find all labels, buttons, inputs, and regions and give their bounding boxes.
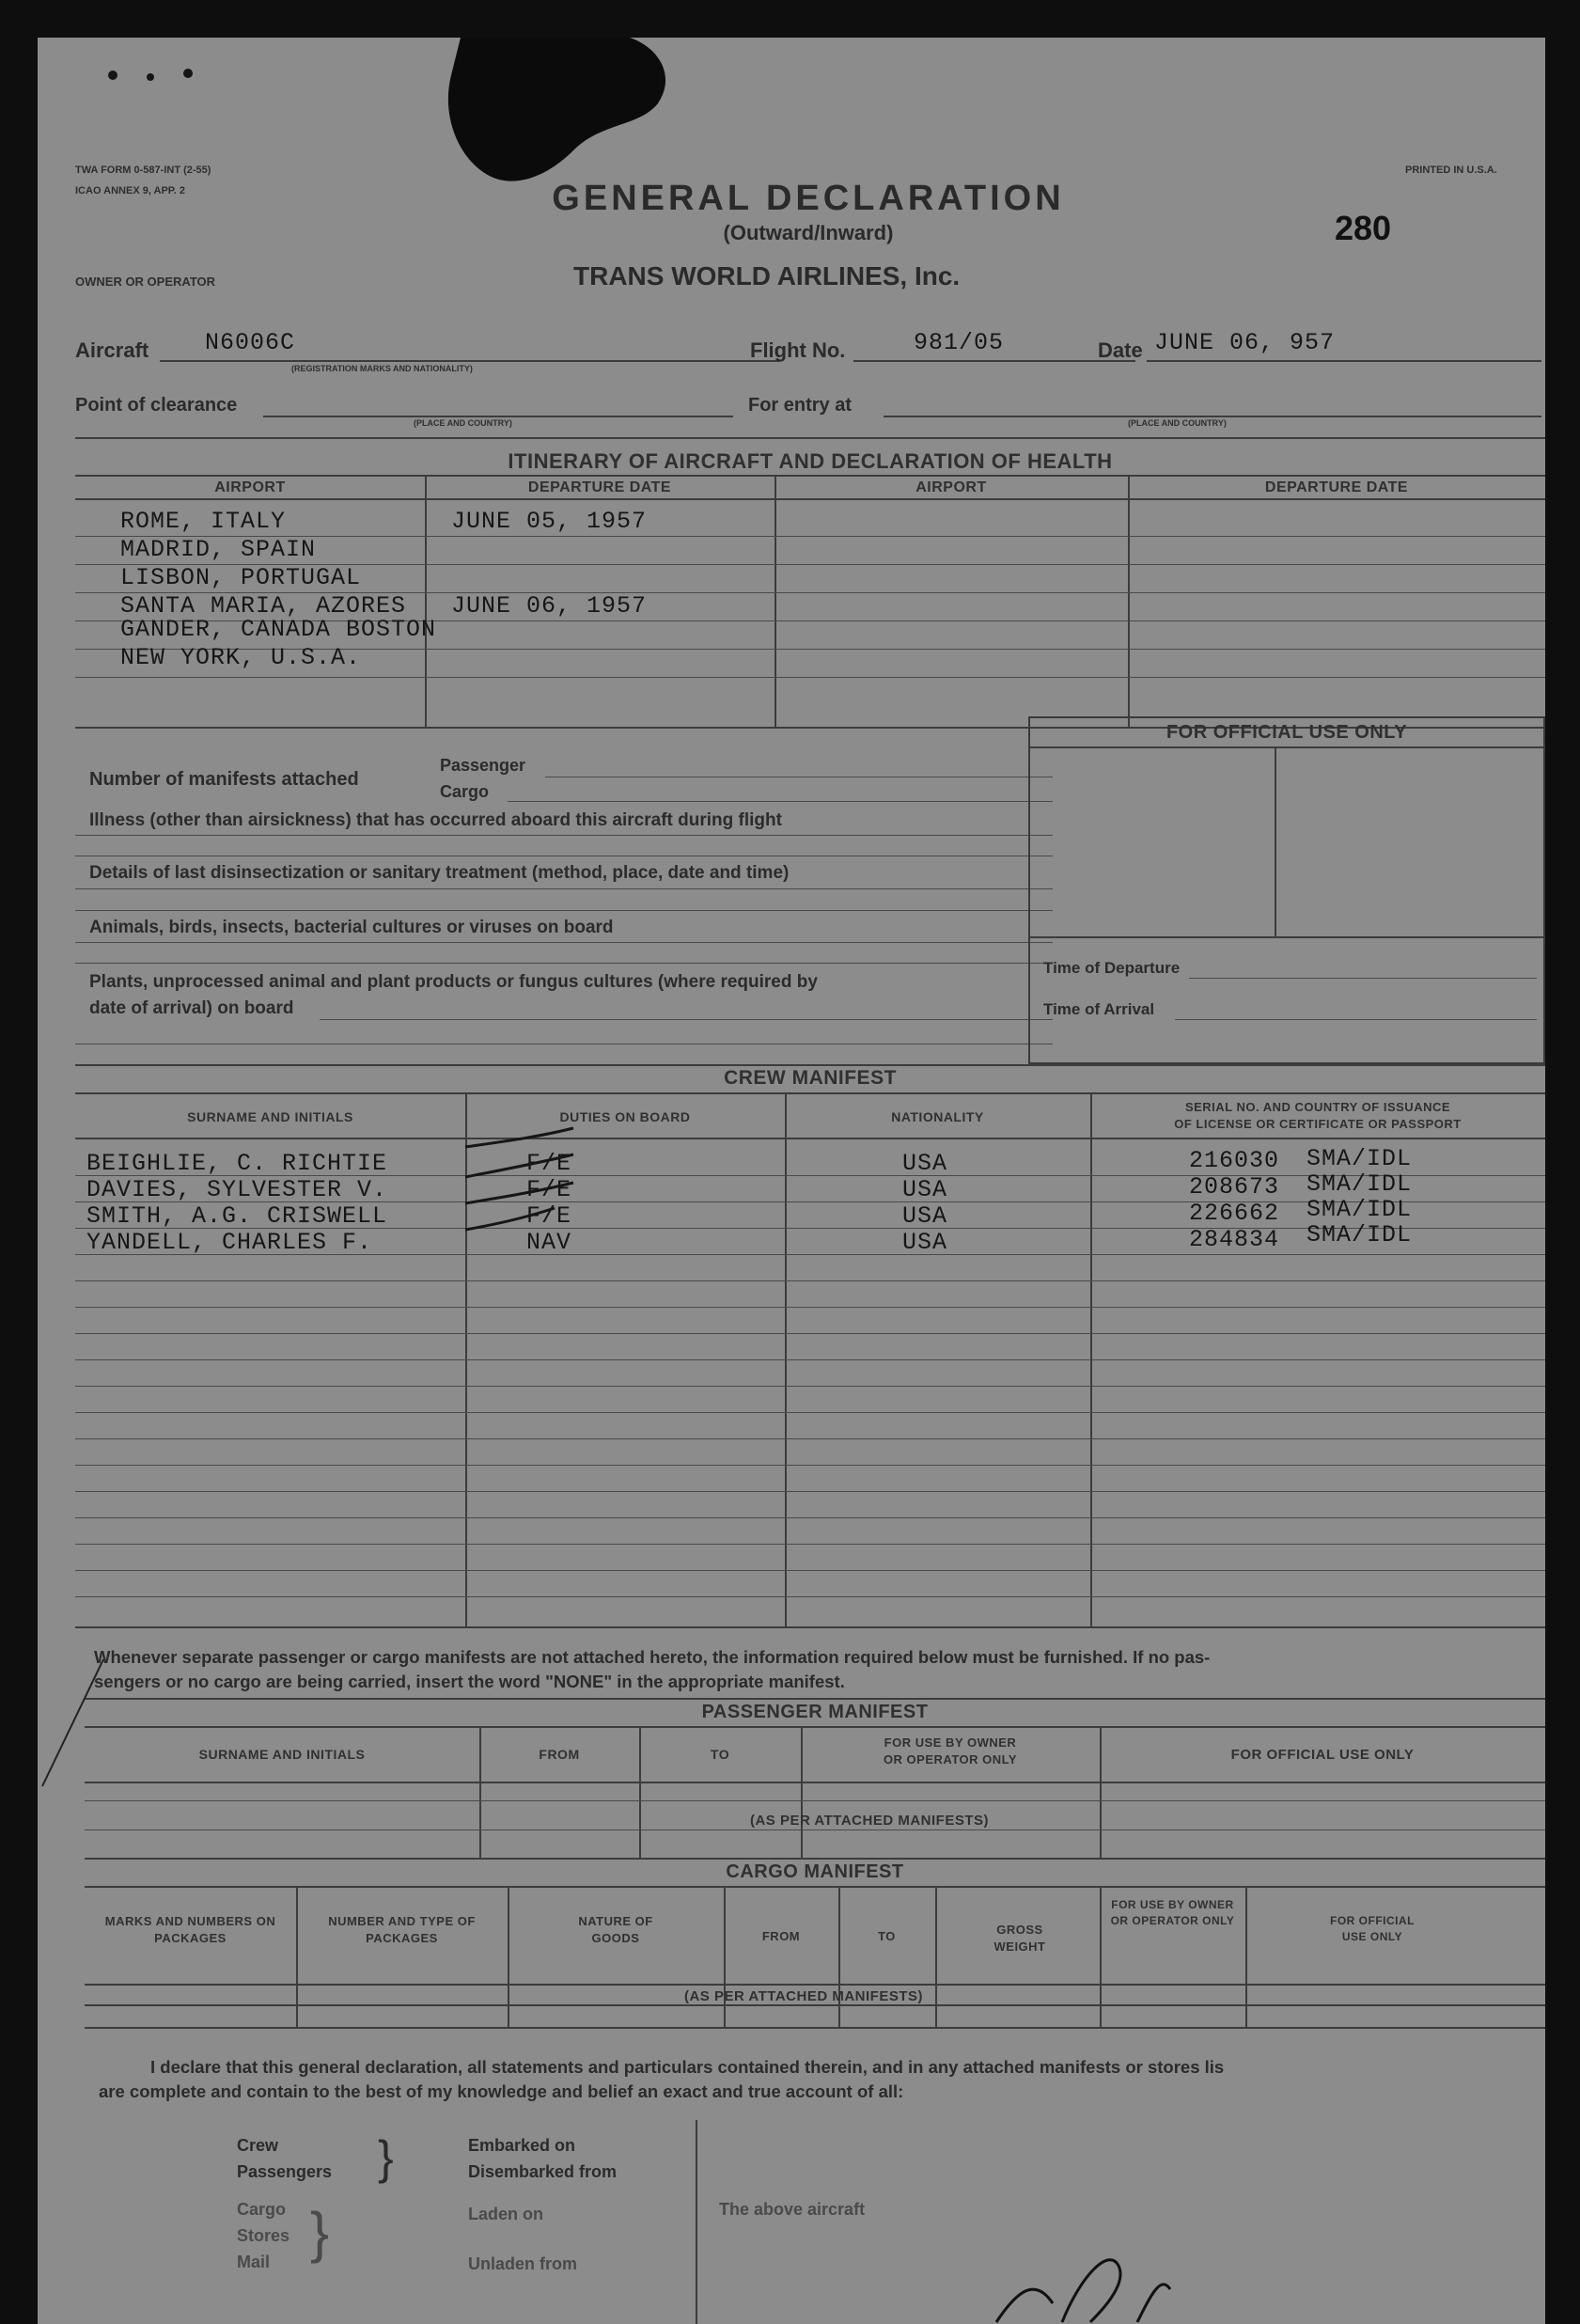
crew-row-4-nationality: USA — [902, 1229, 948, 1256]
document-page — [38, 38, 1545, 2324]
page-title: GENERAL DECLARATION — [552, 179, 1065, 218]
mail-decl-label: Mail — [237, 2253, 271, 2271]
embarked-label: Embarked on — [468, 2136, 576, 2155]
crew-row-3-nationality: USA — [902, 1202, 948, 1230]
clearance-label: Point of clearance — [75, 395, 238, 416]
manifests-passenger-label: Passenger — [440, 756, 526, 775]
crew-manifest-title: CREW MANIFEST — [724, 1067, 897, 1089]
crew-row-2-serial: 208673 — [1189, 1173, 1280, 1201]
page-number: 280 — [1335, 209, 1392, 247]
itinerary-row-6-airport: NEW YORK, U.S.A. — [120, 644, 362, 671]
itinerary-row-3-airport: LISBON, PORTUGAL — [120, 564, 362, 591]
itinerary-row-1-date: JUNE 05, 1957 — [451, 508, 648, 535]
crew-row-2-nationality: USA — [902, 1176, 948, 1203]
manifests-label: Number of manifests attached — [89, 769, 359, 790]
crew-col-serial-line2: OF LICENSE OR CERTIFICATE OR PASSPORT — [1174, 1117, 1462, 1131]
plants-label-line1: Plants, unprocessed animal and plant products or fungus cultures (where required by — [89, 972, 818, 992]
passenger-col-official: FOR OFFICIAL USE ONLY — [1230, 1747, 1415, 1763]
crew-row-1-nationality: USA — [902, 1150, 948, 1177]
itinerary-col-departure: DEPARTURE DATE — [527, 479, 672, 495]
cargo-manifest-title: CARGO MANIFEST — [726, 1861, 904, 1882]
entry-caption: (PLACE AND COUNTRY) — [1128, 418, 1227, 428]
pencil-stroke — [38, 1655, 113, 1796]
cargo-col-gross: GROSS WEIGHT — [993, 1923, 1046, 1954]
cargo-col-nature: NATURE OF GOODS — [578, 1914, 653, 1945]
crew-row-3-serial: 226662 — [1189, 1200, 1280, 1227]
flight-number: 981/05 — [914, 329, 1005, 356]
crew-row-3-issue: SMA/IDL — [1306, 1196, 1413, 1223]
time-departure-label: Time of Departure — [1043, 959, 1181, 977]
official-use-title: FOR OFFICIAL USE ONLY — [1165, 722, 1408, 743]
crew-col-duties: DUTIES ON BOARD — [559, 1109, 691, 1124]
itinerary-row-4-airport: SANTA MARIA, AZORES — [120, 592, 407, 620]
itinerary-row-1-airport: ROME, ITALY — [120, 508, 287, 535]
operator-value: TRANS WORLD AIRLINES, Inc. — [573, 261, 961, 290]
illness-label: Illness (other than airsickness) that has occurred aboard this aircraft during flight — [89, 810, 782, 830]
clearance-caption: (PLACE AND COUNTRY) — [414, 418, 512, 428]
crew-row-4-duty: NAV — [526, 1229, 572, 1256]
crew-decl-label: Crew — [237, 2136, 279, 2155]
torn-damage-mark — [442, 38, 686, 197]
brace-icon-2: } — [310, 2201, 330, 2264]
cargo-col-marks: MARKS AND NUMBERS ON PACKAGES — [104, 1914, 276, 1945]
declaration-line2: are complete and contain to the best of my knowledge and belief an exact and true account of all: — [99, 2081, 904, 2101]
disembarked-label: Disembarked from — [468, 2162, 618, 2181]
plants-label-line2: date of arrival) on board — [89, 998, 294, 1018]
date-label: Date — [1098, 338, 1143, 362]
crew-col-nationality: NATIONALITY — [891, 1109, 984, 1124]
cargo-decl-label: Cargo — [237, 2200, 287, 2219]
cargo-col-owner: FOR USE BY OWNER OR OPERATOR ONLY — [1110, 1898, 1235, 1927]
entry-label: For entry at — [748, 395, 853, 416]
notice-line2: sengers or no cargo are being carried, insert the word "NONE" in the appropriate manifest. — [94, 1672, 845, 1691]
crew-row-2-issue: SMA/IDL — [1306, 1170, 1413, 1198]
flight-label: Flight No. — [750, 338, 846, 362]
passenger-col-owner-line1: FOR USE BY OWNER — [884, 1735, 1017, 1750]
itinerary-col-departure-2: DEPARTURE DATE — [1264, 479, 1409, 495]
cargo-attached-note: (AS PER ATTACHED MANIFESTS) — [683, 1988, 924, 2004]
stores-decl-label: Stores — [237, 2226, 290, 2245]
ink-spots — [94, 56, 235, 94]
flight-date: JUNE 06, 957 — [1154, 329, 1336, 356]
passenger-col-name: SURNAME AND INITIALS — [198, 1747, 366, 1762]
itinerary-row-5-airport: GANDER, CANADA BOSTON — [120, 616, 437, 643]
crew-row-1-duty: F/E — [526, 1150, 572, 1177]
crew-row-2-duty: F/E — [526, 1176, 572, 1203]
above-aircraft-label: The above aircraft — [719, 2200, 866, 2219]
time-arrival-label: Time of Arrival — [1043, 1000, 1155, 1018]
crew-row-3-duty: F/E — [526, 1202, 572, 1230]
animals-label: Animals, birds, insects, bacterial cultures or viruses on board — [89, 918, 614, 937]
crew-row-1-serial: 216030 — [1189, 1147, 1280, 1174]
manifests-cargo-label: Cargo — [440, 782, 490, 801]
notice-line1: Whenever separate passenger or cargo manifests are not attached hereto, the information required below must be furnished. If no pas- — [94, 1647, 1211, 1667]
cargo-col-official: FOR OFFICIAL USE ONLY — [1330, 1914, 1415, 1943]
itinerary-row-2-airport: MADRID, SPAIN — [120, 536, 317, 563]
form-id: TWA FORM 0-587-INT (2-55) — [75, 165, 211, 176]
itinerary-col-airport-2: AIRPORT — [915, 479, 987, 495]
crew-col-name: SURNAME AND INITIALS — [187, 1109, 353, 1124]
aircraft-registration: N6006C — [205, 329, 296, 356]
crew-row-4-serial: 284834 — [1189, 1226, 1280, 1253]
printed-note: PRINTED IN U.S.A. — [1405, 165, 1497, 176]
crew-row-2-name: DAVIES, SYLVESTER V. — [86, 1176, 388, 1203]
crew-row-1-issue: SMA/IDL — [1306, 1145, 1413, 1172]
passenger-col-to: TO — [710, 1747, 730, 1762]
disinsection-label: Details of last disinsectization or sanitary treatment (method, place, date and time) — [89, 863, 790, 883]
itinerary-title: ITINERARY OF AIRCRAFT AND DECLARATION OF HEALTH — [508, 449, 1113, 473]
passengers-decl-label: Passengers — [237, 2162, 333, 2181]
itinerary-col-airport: AIRPORT — [214, 479, 286, 495]
brace-icon-1: } — [378, 2131, 394, 2184]
signature-fragment — [978, 2219, 1241, 2324]
crew-row-4-issue: SMA/IDL — [1306, 1221, 1413, 1248]
crew-row-4-name: YANDELL, CHARLES F. — [86, 1229, 373, 1256]
passenger-col-owner-line2: OR OPERATOR ONLY — [883, 1752, 1018, 1767]
crew-row-3-name: SMITH, A.G. CRISWELL — [86, 1202, 388, 1230]
icao-reference: ICAO ANNEX 9, APP. 2 — [75, 185, 185, 196]
itinerary-row-4-date: JUNE 06, 1957 — [451, 592, 648, 620]
cargo-col-number: NUMBER AND TYPE OF PACKAGES — [328, 1914, 476, 1945]
cargo-col-from: FROM — [761, 1929, 801, 1943]
page-subtitle: (Outward/Inward) — [723, 221, 894, 244]
passenger-manifest-title: PASSENGER MANIFEST — [701, 1702, 929, 1722]
crew-col-serial-line1: SERIAL NO. AND COUNTRY OF ISSUANCE — [1184, 1100, 1451, 1114]
handwritten-check-marks — [461, 1119, 592, 1260]
unladen-label: Unladen from — [468, 2254, 578, 2273]
declaration-line1: I declare that this general declaration, all statements and particulars contained therein, and in any attached manifests or stores lis — [150, 2057, 1225, 2077]
crew-row-1-name: BEIGHLIE, C. RICHTIE — [86, 1150, 388, 1177]
aircraft-label: Aircraft — [75, 338, 149, 362]
cargo-col-to: TO — [878, 1929, 896, 1943]
passenger-attached-note: (AS PER ATTACHED MANIFESTS) — [749, 1813, 990, 1829]
aircraft-caption: (REGISTRATION MARKS AND NATIONALITY) — [291, 364, 473, 373]
laden-label: Laden on — [468, 2205, 543, 2223]
passenger-col-from: FROM — [539, 1747, 580, 1762]
operator-label: OWNER OR OPERATOR — [75, 275, 216, 289]
